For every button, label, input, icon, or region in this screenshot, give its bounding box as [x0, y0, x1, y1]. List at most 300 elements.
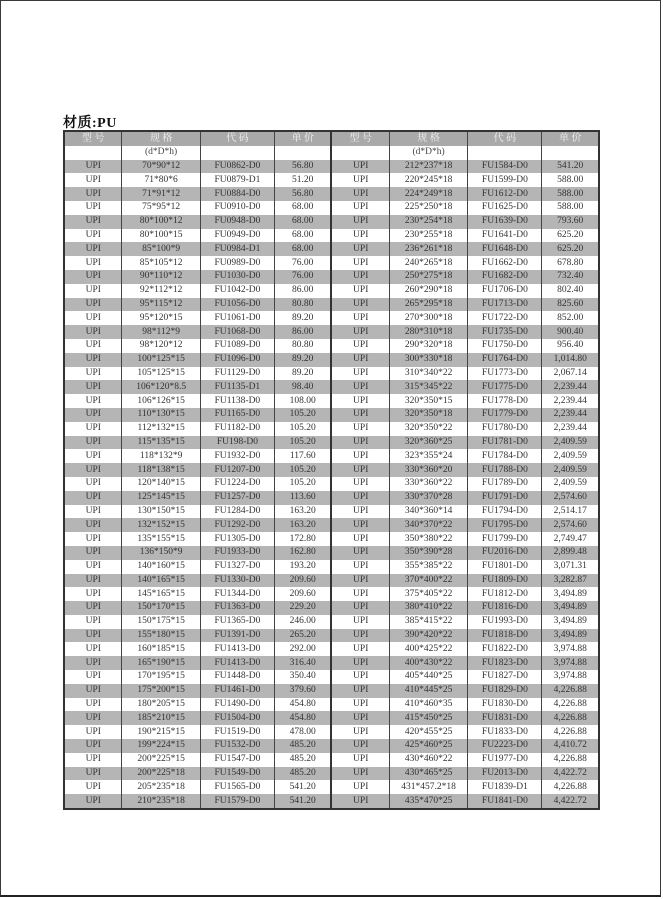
cell-type: UPI: [331, 698, 389, 712]
cell-spec: 315*345*22: [389, 380, 467, 394]
cell-type: UPI: [331, 532, 389, 546]
spec-unit: (d*D*h): [389, 146, 467, 160]
cell-type: UPI: [64, 353, 122, 367]
cell-type: UPI: [64, 201, 122, 215]
cell-spec: 430*460*22: [389, 753, 467, 767]
cell-code: FU1096-D0: [200, 353, 274, 367]
cell-price: 172.80: [275, 532, 332, 546]
cell-type: UPI: [64, 711, 122, 725]
cell-code: FU1722-D0: [468, 311, 542, 325]
cell-spec: 410*445*25: [389, 684, 467, 698]
cell-price: 4,422.72: [542, 794, 599, 809]
cell-spec: 190*215*15: [122, 725, 200, 739]
header-code: 代 码: [200, 131, 274, 146]
cell-price: 3,974.88: [542, 670, 599, 684]
cell-spec: 199*224*15: [122, 739, 200, 753]
cell-price: 292.00: [275, 642, 332, 656]
cell-type: UPI: [64, 463, 122, 477]
cell-code: FU1662-D0: [468, 256, 542, 270]
header-code: 代 码: [468, 131, 542, 146]
cell-type: UPI: [331, 767, 389, 781]
cell-type: UPI: [331, 560, 389, 574]
cell-type: UPI: [331, 711, 389, 725]
table-row: [64, 311, 599, 325]
cell-code: FU1056-D0: [200, 298, 274, 312]
cell-spec: 224*249*18: [389, 187, 467, 201]
cell-code: FU1129-D0: [200, 367, 274, 381]
cell-spec: 125*145*15: [122, 491, 200, 505]
cell-code: FU1833-D0: [468, 725, 542, 739]
table-row: [64, 684, 599, 698]
table-row: [64, 601, 599, 615]
cell-spec: 132*152*15: [122, 518, 200, 532]
unit-blank: [64, 146, 122, 160]
cell-type: UPI: [331, 670, 389, 684]
cell-spec: 375*405*22: [389, 587, 467, 601]
cell-price: 541.20: [542, 160, 599, 174]
cell-code: FU1042-D0: [200, 284, 274, 298]
cell-price: 117.60: [275, 449, 332, 463]
cell-spec: 100*125*15: [122, 353, 200, 367]
table-row: [64, 325, 599, 339]
cell-price: 76.00: [275, 256, 332, 270]
cell-price: 2,409.59: [542, 436, 599, 450]
unit-blank: [468, 146, 542, 160]
cell-type: UPI: [64, 215, 122, 229]
cell-type: UPI: [64, 380, 122, 394]
cell-spec: 330*360*22: [389, 477, 467, 491]
table-row: [64, 505, 599, 519]
cell-spec: 225*250*18: [389, 201, 467, 215]
cell-code: FU1794-D0: [468, 505, 542, 519]
cell-type: UPI: [64, 311, 122, 325]
cell-code: FU0910-D0: [200, 201, 274, 215]
table-row: [64, 422, 599, 436]
cell-type: UPI: [331, 173, 389, 187]
table-row: [64, 739, 599, 753]
cell-code: FU1827-D0: [468, 670, 542, 684]
cell-code: FU1625-D0: [468, 201, 542, 215]
cell-code: FU1461-D0: [200, 684, 274, 698]
cell-spec: 323*355*24: [389, 449, 467, 463]
table-row: [64, 353, 599, 367]
cell-spec: 310*340*22: [389, 367, 467, 381]
cell-type: UPI: [64, 449, 122, 463]
table-row: [64, 670, 599, 684]
cell-spec: 212*237*18: [389, 160, 467, 174]
table-row: [64, 560, 599, 574]
cell-spec: 420*455*25: [389, 725, 467, 739]
cell-code: FU1068-D0: [200, 325, 274, 339]
unit-blank: [200, 146, 274, 160]
cell-price: 68.00: [275, 229, 332, 243]
cell-code: FU2223-D0: [468, 739, 542, 753]
cell-price: 265.20: [275, 629, 332, 643]
cell-spec: 170*195*15: [122, 670, 200, 684]
cell-price: 193.20: [275, 560, 332, 574]
cell-code: FU1816-D0: [468, 601, 542, 615]
cell-price: 209.60: [275, 574, 332, 588]
table-row: [64, 380, 599, 394]
cell-price: 588.00: [542, 173, 599, 187]
cell-spec: 200*225*18: [122, 767, 200, 781]
cell-spec: 250*275*18: [389, 270, 467, 284]
cell-price: 108.00: [275, 394, 332, 408]
cell-code: FU1648-D0: [468, 242, 542, 256]
cell-price: 2,574.60: [542, 491, 599, 505]
cell-code: FU1599-D0: [468, 173, 542, 187]
table-row: [64, 215, 599, 229]
cell-price: 541.20: [275, 780, 332, 794]
cell-type: UPI: [331, 601, 389, 615]
table-row: [64, 656, 599, 670]
cell-price: 2,899.48: [542, 546, 599, 560]
cell-price: 51.20: [275, 173, 332, 187]
cell-price: 678.80: [542, 256, 599, 270]
header-row: [64, 131, 599, 146]
cell-spec: 155*180*15: [122, 629, 200, 643]
cell-spec: 71*80*6: [122, 173, 200, 187]
cell-price: 68.00: [275, 242, 332, 256]
cell-spec: 265*295*18: [389, 298, 467, 312]
cell-spec: 236*261*18: [389, 242, 467, 256]
cell-price: 793.60: [542, 215, 599, 229]
table-row: [64, 615, 599, 629]
cell-code: FU1795-D0: [468, 518, 542, 532]
cell-type: UPI: [64, 560, 122, 574]
cell-code: FU1788-D0: [468, 463, 542, 477]
cell-price: 3,494.89: [542, 629, 599, 643]
cell-type: UPI: [64, 532, 122, 546]
cell-spec: 71*91*12: [122, 187, 200, 201]
cell-code: FU1818-D0: [468, 629, 542, 643]
cell-spec: 160*185*15: [122, 642, 200, 656]
cell-price: 163.20: [275, 518, 332, 532]
table-row: [64, 698, 599, 712]
cell-price: 732.40: [542, 270, 599, 284]
cell-code: FU1413-D0: [200, 656, 274, 670]
table-row: [64, 160, 599, 174]
cell-type: UPI: [64, 518, 122, 532]
cell-spec: 380*410*22: [389, 601, 467, 615]
table-row: [64, 173, 599, 187]
cell-spec: 410*460*35: [389, 698, 467, 712]
cell-price: 86.00: [275, 325, 332, 339]
cell-code: FU1682-D0: [468, 270, 542, 284]
cell-code: FU1977-D0: [468, 753, 542, 767]
cell-type: UPI: [64, 298, 122, 312]
cell-price: 2,239.44: [542, 380, 599, 394]
cell-spec: 135*155*15: [122, 532, 200, 546]
cell-spec: 205*235*18: [122, 780, 200, 794]
cell-price: 4,410.72: [542, 739, 599, 753]
cell-code: FU1284-D0: [200, 505, 274, 519]
table-row: [64, 436, 599, 450]
cell-spec: 320*360*25: [389, 436, 467, 450]
table-row: [64, 587, 599, 601]
cell-type: UPI: [64, 242, 122, 256]
cell-spec: 165*190*15: [122, 656, 200, 670]
cell-code: FU1764-D0: [468, 353, 542, 367]
cell-price: 541.20: [275, 794, 332, 809]
cell-spec: 112*132*15: [122, 422, 200, 436]
cell-price: 852.00: [542, 311, 599, 325]
cell-spec: 150*175*15: [122, 615, 200, 629]
cell-type: UPI: [64, 780, 122, 794]
cell-code: FU1365-D0: [200, 615, 274, 629]
cell-type: UPI: [331, 229, 389, 243]
cell-code: FU1713-D0: [468, 298, 542, 312]
table-row: [64, 629, 599, 643]
cell-price: 3,494.89: [542, 615, 599, 629]
cell-spec: 118*132*9: [122, 449, 200, 463]
cell-price: 2,239.44: [542, 394, 599, 408]
cell-type: UPI: [64, 725, 122, 739]
cell-spec: 80*100*15: [122, 229, 200, 243]
cell-spec: 220*245*18: [389, 173, 467, 187]
cell-price: 229.20: [275, 601, 332, 615]
cell-spec: 230*254*18: [389, 215, 467, 229]
cell-type: UPI: [64, 284, 122, 298]
cell-type: UPI: [64, 477, 122, 491]
cell-code: FU1363-D0: [200, 601, 274, 615]
cell-code: FU1391-D0: [200, 629, 274, 643]
cell-code: FU1706-D0: [468, 284, 542, 298]
cell-type: UPI: [64, 642, 122, 656]
cell-type: UPI: [331, 491, 389, 505]
table-row: [64, 711, 599, 725]
cell-spec: 70*90*12: [122, 160, 200, 174]
cell-spec: 320*350*18: [389, 408, 467, 422]
cell-spec: 106*126*15: [122, 394, 200, 408]
cell-type: UPI: [64, 739, 122, 753]
cell-spec: 150*170*15: [122, 601, 200, 615]
cell-type: UPI: [331, 656, 389, 670]
unit-row: [64, 146, 599, 160]
table-row: [64, 201, 599, 215]
cell-price: 900.40: [542, 325, 599, 339]
cell-spec: 80*100*12: [122, 215, 200, 229]
spec-unit: (d*D*h): [122, 146, 200, 160]
cell-spec: 140*160*15: [122, 560, 200, 574]
table-body: [64, 160, 599, 809]
cell-spec: 400*425*22: [389, 642, 467, 656]
cell-type: UPI: [331, 256, 389, 270]
cell-price: 2,409.59: [542, 477, 599, 491]
cell-price: 3,974.88: [542, 642, 599, 656]
cell-type: UPI: [331, 463, 389, 477]
cell-price: 625.20: [542, 229, 599, 243]
cell-type: UPI: [64, 173, 122, 187]
cell-spec: 350*390*28: [389, 546, 467, 560]
cell-spec: 400*430*22: [389, 656, 467, 670]
cell-code: FU0879-D1: [200, 173, 274, 187]
cell-price: 454.80: [275, 711, 332, 725]
cell-type: UPI: [331, 436, 389, 450]
cell-spec: 200*225*15: [122, 753, 200, 767]
cell-spec: 115*135*15: [122, 436, 200, 450]
cell-type: UPI: [331, 794, 389, 809]
cell-price: 379.60: [275, 684, 332, 698]
cell-type: UPI: [64, 670, 122, 684]
cell-price: 478.00: [275, 725, 332, 739]
cell-spec: 106*120*8.5: [122, 380, 200, 394]
cell-type: UPI: [331, 242, 389, 256]
cell-type: UPI: [64, 767, 122, 781]
material-title: 材质:PU: [63, 116, 117, 131]
table-row: [64, 532, 599, 546]
cell-price: 454.80: [275, 698, 332, 712]
cell-code: FU1775-D0: [468, 380, 542, 394]
table-row: [64, 767, 599, 781]
cell-spec: 280*310*18: [389, 325, 467, 339]
cell-spec: 430*465*25: [389, 767, 467, 781]
cell-spec: 75*95*12: [122, 201, 200, 215]
cell-price: 316.40: [275, 656, 332, 670]
cell-code: FU2016-D0: [468, 546, 542, 560]
cell-code: FU1448-D0: [200, 670, 274, 684]
cell-spec: 110*130*15: [122, 408, 200, 422]
cell-type: UPI: [331, 408, 389, 422]
cell-spec: 240*265*18: [389, 256, 467, 270]
cell-price: 105.20: [275, 408, 332, 422]
header-price: 单 价: [275, 131, 332, 146]
header-type: 型 号: [331, 131, 389, 146]
cell-type: UPI: [331, 215, 389, 229]
cell-type: UPI: [64, 574, 122, 588]
cell-price: 56.80: [275, 187, 332, 201]
cell-code: FU1532-D0: [200, 739, 274, 753]
cell-code: FU1799-D0: [468, 532, 542, 546]
cell-type: UPI: [331, 270, 389, 284]
cell-code: FU1933-D0: [200, 546, 274, 560]
table-row: [64, 546, 599, 560]
cell-type: UPI: [331, 311, 389, 325]
cell-code: FU1829-D0: [468, 684, 542, 698]
cell-type: UPI: [331, 684, 389, 698]
cell-code: FU1330-D0: [200, 574, 274, 588]
cell-spec: 355*385*22: [389, 560, 467, 574]
cell-price: 802.40: [542, 284, 599, 298]
cell-price: 485.20: [275, 767, 332, 781]
cell-type: UPI: [64, 684, 122, 698]
unit-blank: [542, 146, 599, 160]
cell-spec: 98*112*9: [122, 325, 200, 339]
cell-spec: 185*210*15: [122, 711, 200, 725]
cell-price: 2,409.59: [542, 449, 599, 463]
table-row: [64, 642, 599, 656]
table-row: [64, 270, 599, 284]
cell-type: UPI: [64, 615, 122, 629]
cell-type: UPI: [331, 615, 389, 629]
cell-type: UPI: [331, 780, 389, 794]
cell-code: FU1841-D0: [468, 794, 542, 809]
cell-type: UPI: [64, 408, 122, 422]
cell-spec: 98*120*12: [122, 339, 200, 353]
cell-type: UPI: [331, 546, 389, 560]
cell-price: 2,409.59: [542, 463, 599, 477]
cell-code: FU1830-D0: [468, 698, 542, 712]
cell-price: 2,574.60: [542, 518, 599, 532]
cell-type: UPI: [331, 422, 389, 436]
cell-price: 68.00: [275, 215, 332, 229]
cell-code: FU1579-D0: [200, 794, 274, 809]
cell-type: UPI: [64, 794, 122, 809]
cell-price: 485.20: [275, 739, 332, 753]
cell-type: UPI: [64, 160, 122, 174]
cell-type: UPI: [64, 229, 122, 243]
header-type: 型 号: [64, 131, 122, 146]
cell-spec: 175*200*15: [122, 684, 200, 698]
cell-type: UPI: [64, 394, 122, 408]
cell-code: FU1789-D0: [468, 477, 542, 491]
cell-code: FU0984-D1: [200, 242, 274, 256]
table-row: [64, 242, 599, 256]
cell-code: FU1778-D0: [468, 394, 542, 408]
cell-type: UPI: [331, 298, 389, 312]
table-row: [64, 574, 599, 588]
cell-type: UPI: [331, 574, 389, 588]
cell-price: 4,226.88: [542, 725, 599, 739]
cell-price: 162.80: [275, 546, 332, 560]
cell-price: 89.20: [275, 353, 332, 367]
cell-price: 350.40: [275, 670, 332, 684]
table-row: [64, 298, 599, 312]
cell-spec: 270*300*18: [389, 311, 467, 325]
cell-type: UPI: [331, 753, 389, 767]
cell-code: FU1735-D0: [468, 325, 542, 339]
cell-code: FU0948-D0: [200, 215, 274, 229]
cell-spec: 120*140*15: [122, 477, 200, 491]
cell-code: FU1773-D0: [468, 367, 542, 381]
cell-type: UPI: [64, 187, 122, 201]
cell-price: 2,239.44: [542, 408, 599, 422]
cell-spec: 340*360*14: [389, 505, 467, 519]
cell-code: FU1089-D0: [200, 339, 274, 353]
cell-spec: 390*420*22: [389, 629, 467, 643]
cell-spec: 85*105*12: [122, 256, 200, 270]
cell-price: 1,014.80: [542, 353, 599, 367]
cell-type: UPI: [64, 505, 122, 519]
cell-type: UPI: [64, 698, 122, 712]
cell-spec: 230*255*18: [389, 229, 467, 243]
unit-blank: [275, 146, 332, 160]
cell-price: 76.00: [275, 270, 332, 284]
table-row: [64, 284, 599, 298]
cell-price: 80.80: [275, 298, 332, 312]
table-row: [64, 491, 599, 505]
cell-type: UPI: [331, 449, 389, 463]
cell-spec: 180*205*15: [122, 698, 200, 712]
cell-price: 98.40: [275, 380, 332, 394]
cell-type: UPI: [331, 518, 389, 532]
cell-code: FU1639-D0: [468, 215, 542, 229]
cell-spec: 435*470*25: [389, 794, 467, 809]
cell-type: UPI: [331, 367, 389, 381]
cell-code: FU0862-D0: [200, 160, 274, 174]
cell-type: UPI: [64, 629, 122, 643]
price-table: [63, 130, 600, 810]
cell-code: FU1781-D0: [468, 436, 542, 450]
cell-code: FU0949-D0: [200, 229, 274, 243]
cell-spec: 330*360*20: [389, 463, 467, 477]
cell-spec: 130*150*15: [122, 505, 200, 519]
cell-code: FU1831-D0: [468, 711, 542, 725]
cell-spec: 290*320*18: [389, 339, 467, 353]
cell-price: 956.40: [542, 339, 599, 353]
table-row: [64, 725, 599, 739]
cell-spec: 118*138*15: [122, 463, 200, 477]
